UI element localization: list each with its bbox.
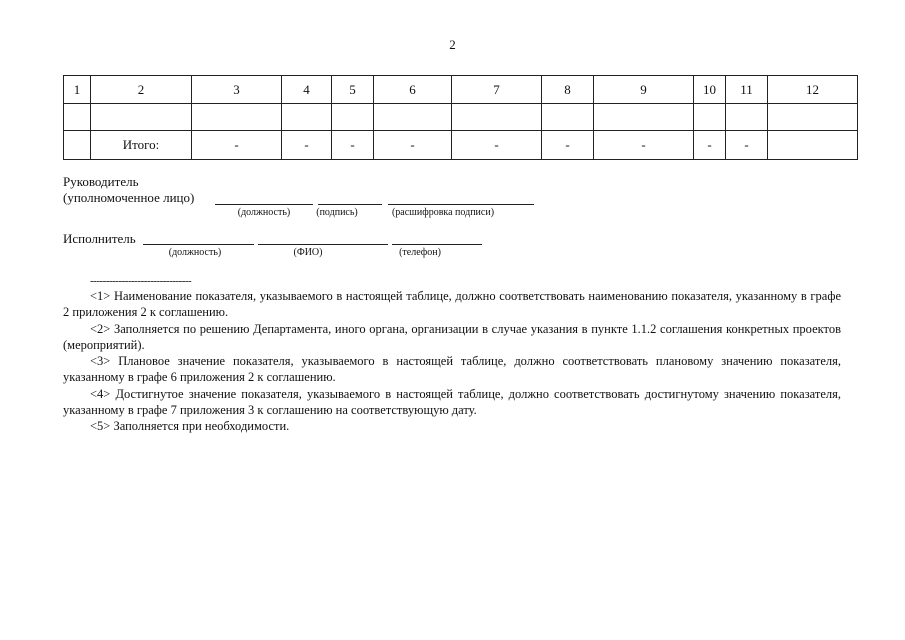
head-caption-name: (расшифровка подписи) bbox=[391, 207, 495, 218]
table-cell bbox=[452, 104, 542, 131]
header-cell: 2 bbox=[91, 76, 192, 104]
table-cell bbox=[91, 104, 192, 131]
footnote-4: <4> Достигнутое значение показателя, указываемого в настоящей таблице, должно соответствовать достигнутому значению показателя, указанному в графе 7 приложения 3 к соглашению на соответствующую дату. bbox=[63, 386, 841, 418]
head-name-line bbox=[388, 204, 534, 205]
table-cell bbox=[542, 104, 594, 131]
header-cell: 1 bbox=[64, 76, 91, 104]
header-cell: 5 bbox=[332, 76, 374, 104]
table-cell bbox=[282, 104, 332, 131]
table-cell bbox=[192, 104, 282, 131]
table-row bbox=[64, 104, 858, 131]
total-label: Итого: bbox=[91, 131, 192, 160]
executor-name-line bbox=[258, 244, 388, 245]
table-cell: - bbox=[282, 131, 332, 160]
table-cell bbox=[768, 104, 858, 131]
head-caption-signature: (подпись) bbox=[316, 207, 358, 218]
table-cell bbox=[64, 104, 91, 131]
table-cell bbox=[726, 104, 768, 131]
table-cell: - bbox=[374, 131, 452, 160]
executor-position-line bbox=[143, 244, 254, 245]
table-cell bbox=[594, 104, 694, 131]
footnote-3: <3> Плановое значение показателя, указываемого в настоящей таблице, должно соответствовать плановому значению показателя, указанному в графе 6 приложения 2 к соглашению. bbox=[63, 354, 841, 385]
header-cell: 3 bbox=[192, 76, 282, 104]
table-cell bbox=[374, 104, 452, 131]
header-cell: 4 bbox=[282, 76, 332, 104]
footnote-5: <5> Заполняется при необходимости. bbox=[90, 419, 290, 434]
executor-label: Исполнитель bbox=[63, 231, 136, 246]
executor-caption-name: (ФИО) bbox=[293, 247, 323, 258]
header-cell: 6 bbox=[374, 76, 452, 104]
header-cell: 9 bbox=[594, 76, 694, 104]
table-cell: - bbox=[452, 131, 542, 160]
table-cell bbox=[332, 104, 374, 131]
head-position-line bbox=[215, 204, 313, 205]
header-cell: 8 bbox=[542, 76, 594, 104]
table-cell: - bbox=[332, 131, 374, 160]
table-header-row bbox=[64, 76, 858, 104]
footnote-separator: -------------------------------- bbox=[90, 275, 192, 287]
head-label-line2: (уполномоченное лицо) bbox=[63, 190, 195, 205]
executor-caption-phone: (телефон) bbox=[399, 247, 441, 258]
executor-caption-position: (должность) bbox=[168, 247, 222, 258]
table-cell: - bbox=[694, 131, 726, 160]
header-cell: 12 bbox=[768, 76, 858, 104]
footnotes bbox=[63, 288, 841, 435]
footnote-1: <1> Наименование показателя, указываемого в настоящей таблице, должно соответствовать наименованию показателя, указанному в графе 2 приложения 2 к соглашению. bbox=[63, 289, 841, 320]
footnote-2: <2> Заполняется по решению Департамента, иного органа, организации в случае указания в пункте 1.1.2 соглашения конкретных проектов (мероприятий). bbox=[63, 321, 841, 352]
table-cell bbox=[768, 131, 858, 160]
total-row bbox=[64, 131, 858, 160]
head-signature-line bbox=[318, 204, 382, 205]
executor-phone-line bbox=[392, 244, 482, 245]
header-cell: 10 bbox=[694, 76, 726, 104]
page-number: 2 bbox=[449, 37, 456, 52]
table-cell bbox=[64, 131, 91, 160]
table-cell: - bbox=[726, 131, 768, 160]
table-cell: - bbox=[542, 131, 594, 160]
header-cell: 7 bbox=[452, 76, 542, 104]
head-caption-position: (должность) bbox=[237, 207, 291, 218]
table-cell: - bbox=[192, 131, 282, 160]
header-cell: 11 bbox=[726, 76, 768, 104]
report-table bbox=[63, 75, 858, 160]
head-label-line1: Руководитель bbox=[63, 174, 139, 189]
table-cell: - bbox=[594, 131, 694, 160]
table-cell bbox=[694, 104, 726, 131]
